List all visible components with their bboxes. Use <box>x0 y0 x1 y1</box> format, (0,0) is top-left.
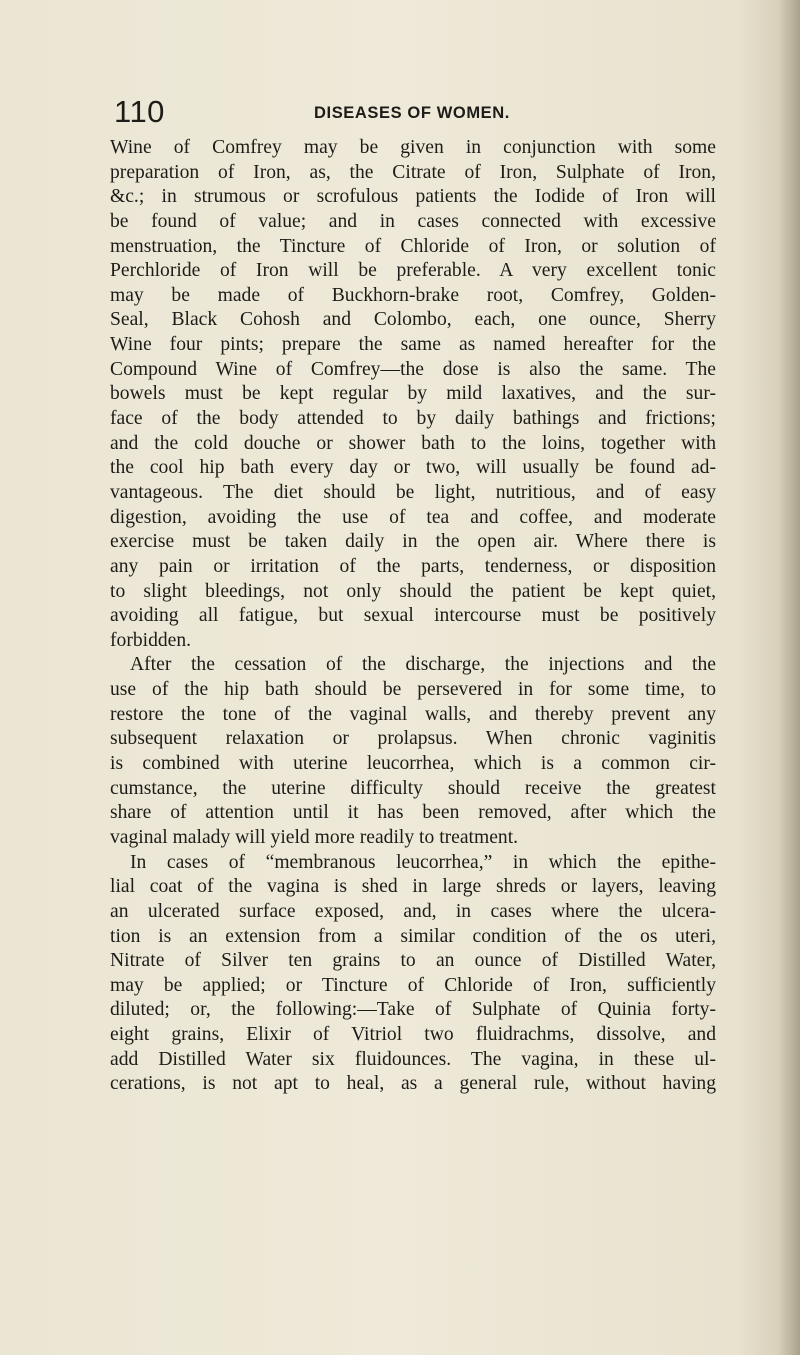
text-line: vantageous. The diet should be light, nutritious, and of easy <box>110 481 716 503</box>
text-line: to slight bleedings, not only should the patient be kept quiet, <box>110 580 716 602</box>
text-line: any pain or irritation of the parts, tenderness, or disposition <box>110 555 716 577</box>
page-edge-shadow <box>778 0 800 1355</box>
text-line: eight grains, Elixir of Vitriol two fluidrachms, dissolve, and <box>110 1024 716 1046</box>
running-head: DISEASES OF WOMEN. <box>314 104 510 122</box>
text-line: &c.; in strumous or scrofulous patients the Iodide of Iron will <box>110 186 716 208</box>
text-line: Perchloride of Iron will be preferable. A very excellent tonic <box>110 260 716 282</box>
text-line: face of the body attended to by daily bathings and frictions; <box>110 408 716 430</box>
text-line: menstruation, the Tincture of Chloride of Iron, or solution of <box>110 235 716 257</box>
text-line: the cool hip bath every day or two, will usually be found ad- <box>110 457 716 479</box>
text-line: Wine four pints; prepare the same as named hereafter for the <box>110 334 716 356</box>
text-line: Compound Wine of Comfrey—the dose is also the same. The <box>110 358 716 380</box>
text-line: exercise must be taken daily in the open air. Where there is <box>110 531 716 553</box>
text-line-paragraph-end: forbidden. <box>110 629 192 651</box>
text-line-paragraph-end: vaginal malady will yield more readily to treatment. <box>110 826 519 848</box>
text-line: avoiding all fatigue, but sexual intercourse must be positively <box>110 605 716 627</box>
text-line: digestion, avoiding the use of tea and coffee, and moderate <box>110 506 716 528</box>
text-line: an ulcerated surface exposed, and, in cases where the ulcera- <box>110 900 716 922</box>
text-line: may be made of Buckhorn-brake root, Comfrey, Golden- <box>110 284 716 306</box>
text-line-paragraph-start: After the cessation of the discharge, the injections and the <box>130 654 716 676</box>
text-line: may be applied; or Tincture of Chloride of Iron, sufficiently <box>110 974 716 996</box>
text-line: add Distilled Water six fluidounces. The vagina, in these ul- <box>110 1048 716 1070</box>
text-line-paragraph-start: In cases of “membranous leucorrhea,” in which the epithe- <box>130 851 716 873</box>
text-line: restore the tone of the vaginal walls, and thereby prevent any <box>110 703 716 725</box>
page-number: 110 <box>114 94 165 129</box>
text-line: Seal, Black Cohosh and Colombo, each, one ounce, Sherry <box>110 309 716 331</box>
body-text <box>110 136 716 1097</box>
text-line: bowels must be kept regular by mild laxatives, and the sur- <box>110 383 716 405</box>
text-line: tion is an extension from a similar condition of the os uteri, <box>110 925 716 947</box>
text-line: cerations, is not apt to heal, as a general rule, without having <box>110 1073 716 1095</box>
text-line: be found of value; and in cases connected with excessive <box>110 210 716 232</box>
text-line: subsequent relaxation or prolapsus. When chronic vaginitis <box>110 728 716 750</box>
text-line: share of attention until it has been removed, after which the <box>110 802 716 824</box>
text-line: and the cold douche or shower bath to the loins, together with <box>110 432 716 454</box>
text-line: Wine of Comfrey may be given in conjunction with some <box>110 137 716 158</box>
text-line: lial coat of the vagina is shed in large shreds or layers, leaving <box>110 876 716 898</box>
text-line: diluted; or, the following:—Take of Sulphate of Quinia forty- <box>110 999 716 1021</box>
text-line: use of the hip bath should be persevered in for some time, to <box>110 679 716 701</box>
text-line: preparation of Iron, as, the Citrate of Iron, Sulphate of Iron, <box>110 161 716 183</box>
page-header <box>114 92 714 132</box>
text-line: Nitrate of Silver ten grains to an ounce of Distilled Water, <box>110 950 716 972</box>
text-line: is combined with uterine leucorrhea, which is a common cir- <box>110 753 716 775</box>
text-line: cumstance, the uterine difficulty should receive the greatest <box>110 777 716 799</box>
